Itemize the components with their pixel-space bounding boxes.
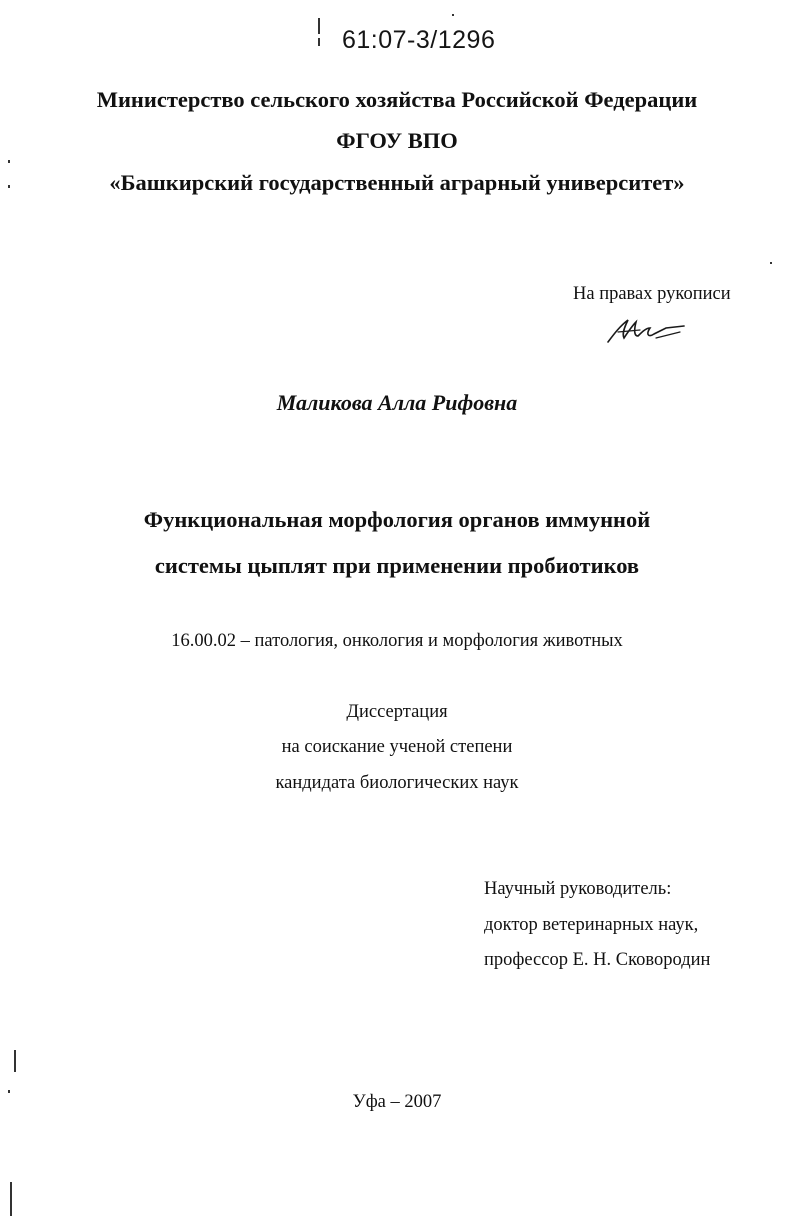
catalog-number: 61:07-3/1296 xyxy=(342,26,496,54)
manuscript-rights: На правах рукописи xyxy=(573,284,731,304)
dissertation-label: Диссертация xyxy=(346,702,448,722)
scan-mark xyxy=(770,262,772,264)
scan-mark xyxy=(318,18,320,34)
specialty-code: 16.00.02 – патология, онкология и морфология животных xyxy=(171,631,623,651)
scan-mark xyxy=(318,38,320,46)
scan-mark xyxy=(8,160,10,163)
scan-mark xyxy=(452,14,454,16)
institution-type: ФГОУ ВПО xyxy=(336,128,458,153)
supervisor-degree: доктор ветеринарных наук, xyxy=(484,915,699,935)
ministry-name: Министерство сельского хозяйства Российской Федерации xyxy=(96,87,698,112)
author-name: Маликова Алла Рифовна xyxy=(276,390,518,415)
degree-purpose: на соискание ученой степени xyxy=(281,737,513,757)
dissertation-title-line-1: Функциональная морфология органов иммунной xyxy=(143,507,651,532)
city-year: Уфа – 2007 xyxy=(352,1092,442,1112)
degree-name: кандидата биологических наук xyxy=(275,773,519,793)
supervisor-label: Научный руководитель: xyxy=(484,879,672,899)
scan-mark xyxy=(10,1182,12,1216)
supervisor-name: профессор Е. Н. Сковородин xyxy=(484,950,711,970)
signature-icon xyxy=(600,312,690,348)
university-name: «Башкирский государственный аграрный университет» xyxy=(109,170,685,195)
scan-mark xyxy=(14,1050,16,1072)
dissertation-title-line-2: системы цыплят при применении пробиотиков xyxy=(154,553,640,578)
